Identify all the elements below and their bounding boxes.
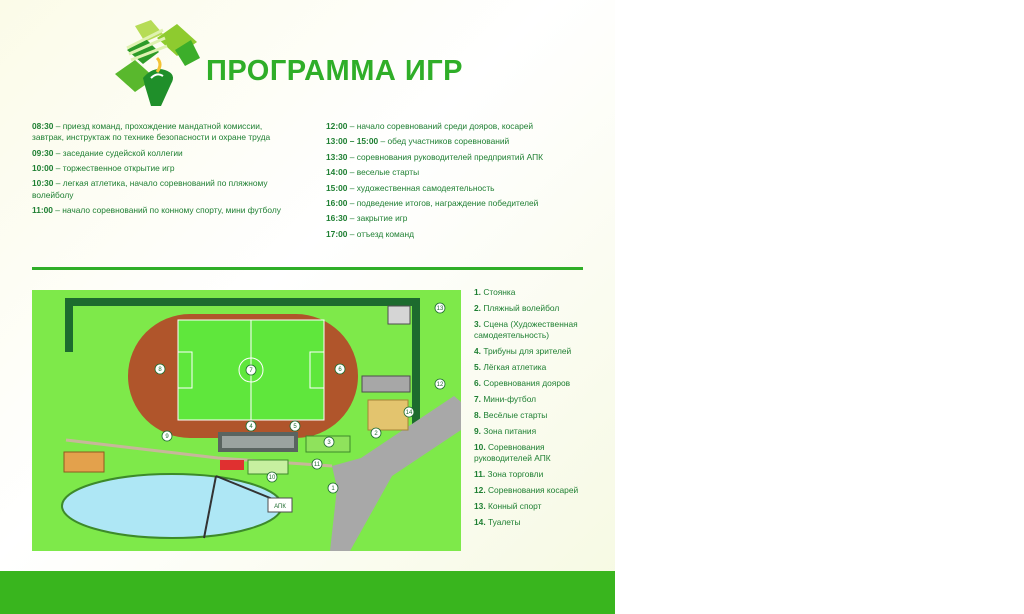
map-marker-label: 12 (436, 382, 444, 388)
legend-item (474, 485, 599, 496)
legend-item (474, 319, 599, 341)
venue-map (32, 290, 461, 551)
schedule-time: 09:30 (32, 147, 54, 158)
legend-label: Стоянка (483, 287, 516, 297)
schedule-text: – отъезд команд (347, 228, 414, 239)
schedule-item (326, 136, 581, 147)
schedule-time: 10:30 (32, 178, 54, 189)
schedule-text: – веселые старты (347, 167, 420, 178)
map-apk-sign: АПК (274, 504, 286, 510)
map-marker-label: 10 (268, 475, 276, 481)
schedule-time: 13:00 – 15:00 (326, 136, 379, 147)
legend-number: 3. (474, 319, 481, 329)
schedule-text: – обед участников соревнований (378, 136, 510, 147)
legend-item (474, 469, 599, 480)
legend-item (474, 501, 599, 512)
legend-number: 8. (474, 410, 481, 421)
schedule-text: – закрытие игр (347, 213, 408, 224)
schedule-item (32, 205, 287, 216)
map-volleyball-court (368, 400, 408, 430)
schedule-left-column (32, 121, 287, 220)
legend-number: 4. (474, 346, 481, 357)
map-marker-label: 9 (165, 434, 169, 440)
legend-number: 12. (474, 485, 486, 496)
schedule-item (32, 148, 287, 159)
schedule-text: – приезд команд, прохождение мандатной комиссии, завтрак, инструктаж по технике безопасности и охране труда (32, 121, 271, 143)
schedule-item (326, 121, 581, 132)
legend-item (474, 287, 599, 298)
legend-item (474, 394, 599, 405)
legend-label: Трибуны для зрителей (483, 346, 572, 357)
legend-item (474, 346, 599, 357)
schedule-item (32, 163, 287, 174)
schedule-time: 17:00 (326, 228, 348, 239)
legend-label: Конный спорт (487, 501, 542, 512)
schedule-text: – начало соревнований среди дояров, косарей (347, 121, 534, 131)
legend-number: 10. (474, 442, 486, 453)
schedule-item (326, 229, 581, 240)
legend-label: Соревнования косарей (487, 485, 579, 496)
legend-number: 11. (474, 469, 486, 480)
schedule-item (326, 198, 581, 209)
map-parking-lot (388, 306, 410, 324)
map-marker-label: 3 (327, 440, 331, 446)
legend-item (474, 517, 599, 528)
schedule-item (326, 213, 581, 224)
map-marker-label: 4 (249, 424, 253, 430)
schedule-time: 15:00 (326, 182, 348, 193)
map-toilets (64, 452, 104, 472)
map-trade-tents (248, 460, 288, 474)
legend-item (474, 362, 599, 373)
legend-label: Пляжный волейбол (483, 303, 560, 313)
schedule-time: 14:00 (326, 167, 348, 178)
schedule-text: – начало соревнований по конному спорту, мини футболу (52, 204, 281, 215)
legend-item (474, 378, 599, 389)
map-lake (62, 474, 282, 538)
legend-label: Весёлые старты (483, 410, 548, 421)
map-marker-label: 7 (249, 368, 253, 374)
legend-label: Лёгкая атлетика (483, 362, 547, 373)
legend-label: Туалеты (487, 517, 521, 528)
map-marker-label: 11 (313, 462, 321, 468)
legend-label: Соревнования дояров (483, 378, 571, 389)
schedule-text: – заседание судейской коллегии (53, 147, 183, 158)
schedule-item (32, 121, 287, 143)
map-marker-label: 13 (436, 306, 444, 312)
schedule-time: 16:30 (326, 213, 348, 224)
schedule-time: 12:00 (326, 121, 348, 131)
schedule-time: 13:30 (326, 151, 348, 162)
schedule-right-column (326, 121, 581, 244)
schedule-text: – художественная самодеятельность (347, 182, 495, 193)
legend-number: 2. (474, 303, 481, 313)
legend-number: 14. (474, 517, 486, 528)
schedule-item (32, 178, 287, 200)
legend-item (474, 410, 599, 421)
legend-label: Зона торговли (487, 469, 544, 480)
schedule-item (326, 183, 581, 194)
schedule-item (326, 167, 581, 178)
legend-label: Соревнования руководителей АПК (474, 442, 551, 464)
map-tribune-seats (222, 436, 294, 448)
schedule-time: 10:00 (32, 162, 54, 173)
legend-item (474, 442, 599, 464)
map-marker-label: 5 (293, 424, 297, 430)
legend-label: Зона питания (483, 426, 537, 437)
map-hedge-right (412, 300, 420, 425)
map-kiosks (220, 460, 244, 470)
legend-number: 7. (474, 394, 481, 405)
legend-number: 13. (474, 501, 486, 512)
schedule-text: – подведение итогов, награждение победителей (347, 197, 539, 208)
map-marker-label: 14 (405, 410, 413, 416)
footer-band (0, 571, 615, 614)
map-legend (474, 287, 599, 533)
legend-number: 1. (474, 287, 481, 297)
schedule-time: 11:00 (32, 204, 53, 215)
legend-item (474, 303, 599, 314)
schedule-text: – торжественное открытие игр (53, 162, 175, 173)
section-divider (32, 267, 583, 270)
schedule-time: 08:30 (32, 121, 54, 131)
map-marker-label: 8 (158, 367, 162, 373)
legend-item (474, 426, 599, 437)
legend-number: 5. (474, 362, 481, 373)
schedule-time: 16:00 (326, 197, 348, 208)
schedule-text: – соревнования руководителей предприятий АПК (347, 151, 543, 162)
legend-label: Сцена (Художественная самодеятельность) (474, 319, 578, 341)
legend-number: 6. (474, 378, 481, 389)
map-milkmaid-stalls (362, 376, 410, 392)
map-marker-label: 1 (331, 486, 335, 492)
legend-label: Мини-футбол (483, 394, 537, 405)
page-title: ПРОГРАММА ИГР (206, 55, 463, 87)
legend-number: 9. (474, 426, 481, 437)
games-logo (105, 20, 200, 110)
map-marker-label: 2 (374, 431, 378, 437)
schedule-item (326, 152, 581, 163)
map-marker-label: 6 (338, 367, 342, 373)
schedule-text: – легкая атлетика, начало соревнований по пляжному волейболу (32, 178, 268, 200)
